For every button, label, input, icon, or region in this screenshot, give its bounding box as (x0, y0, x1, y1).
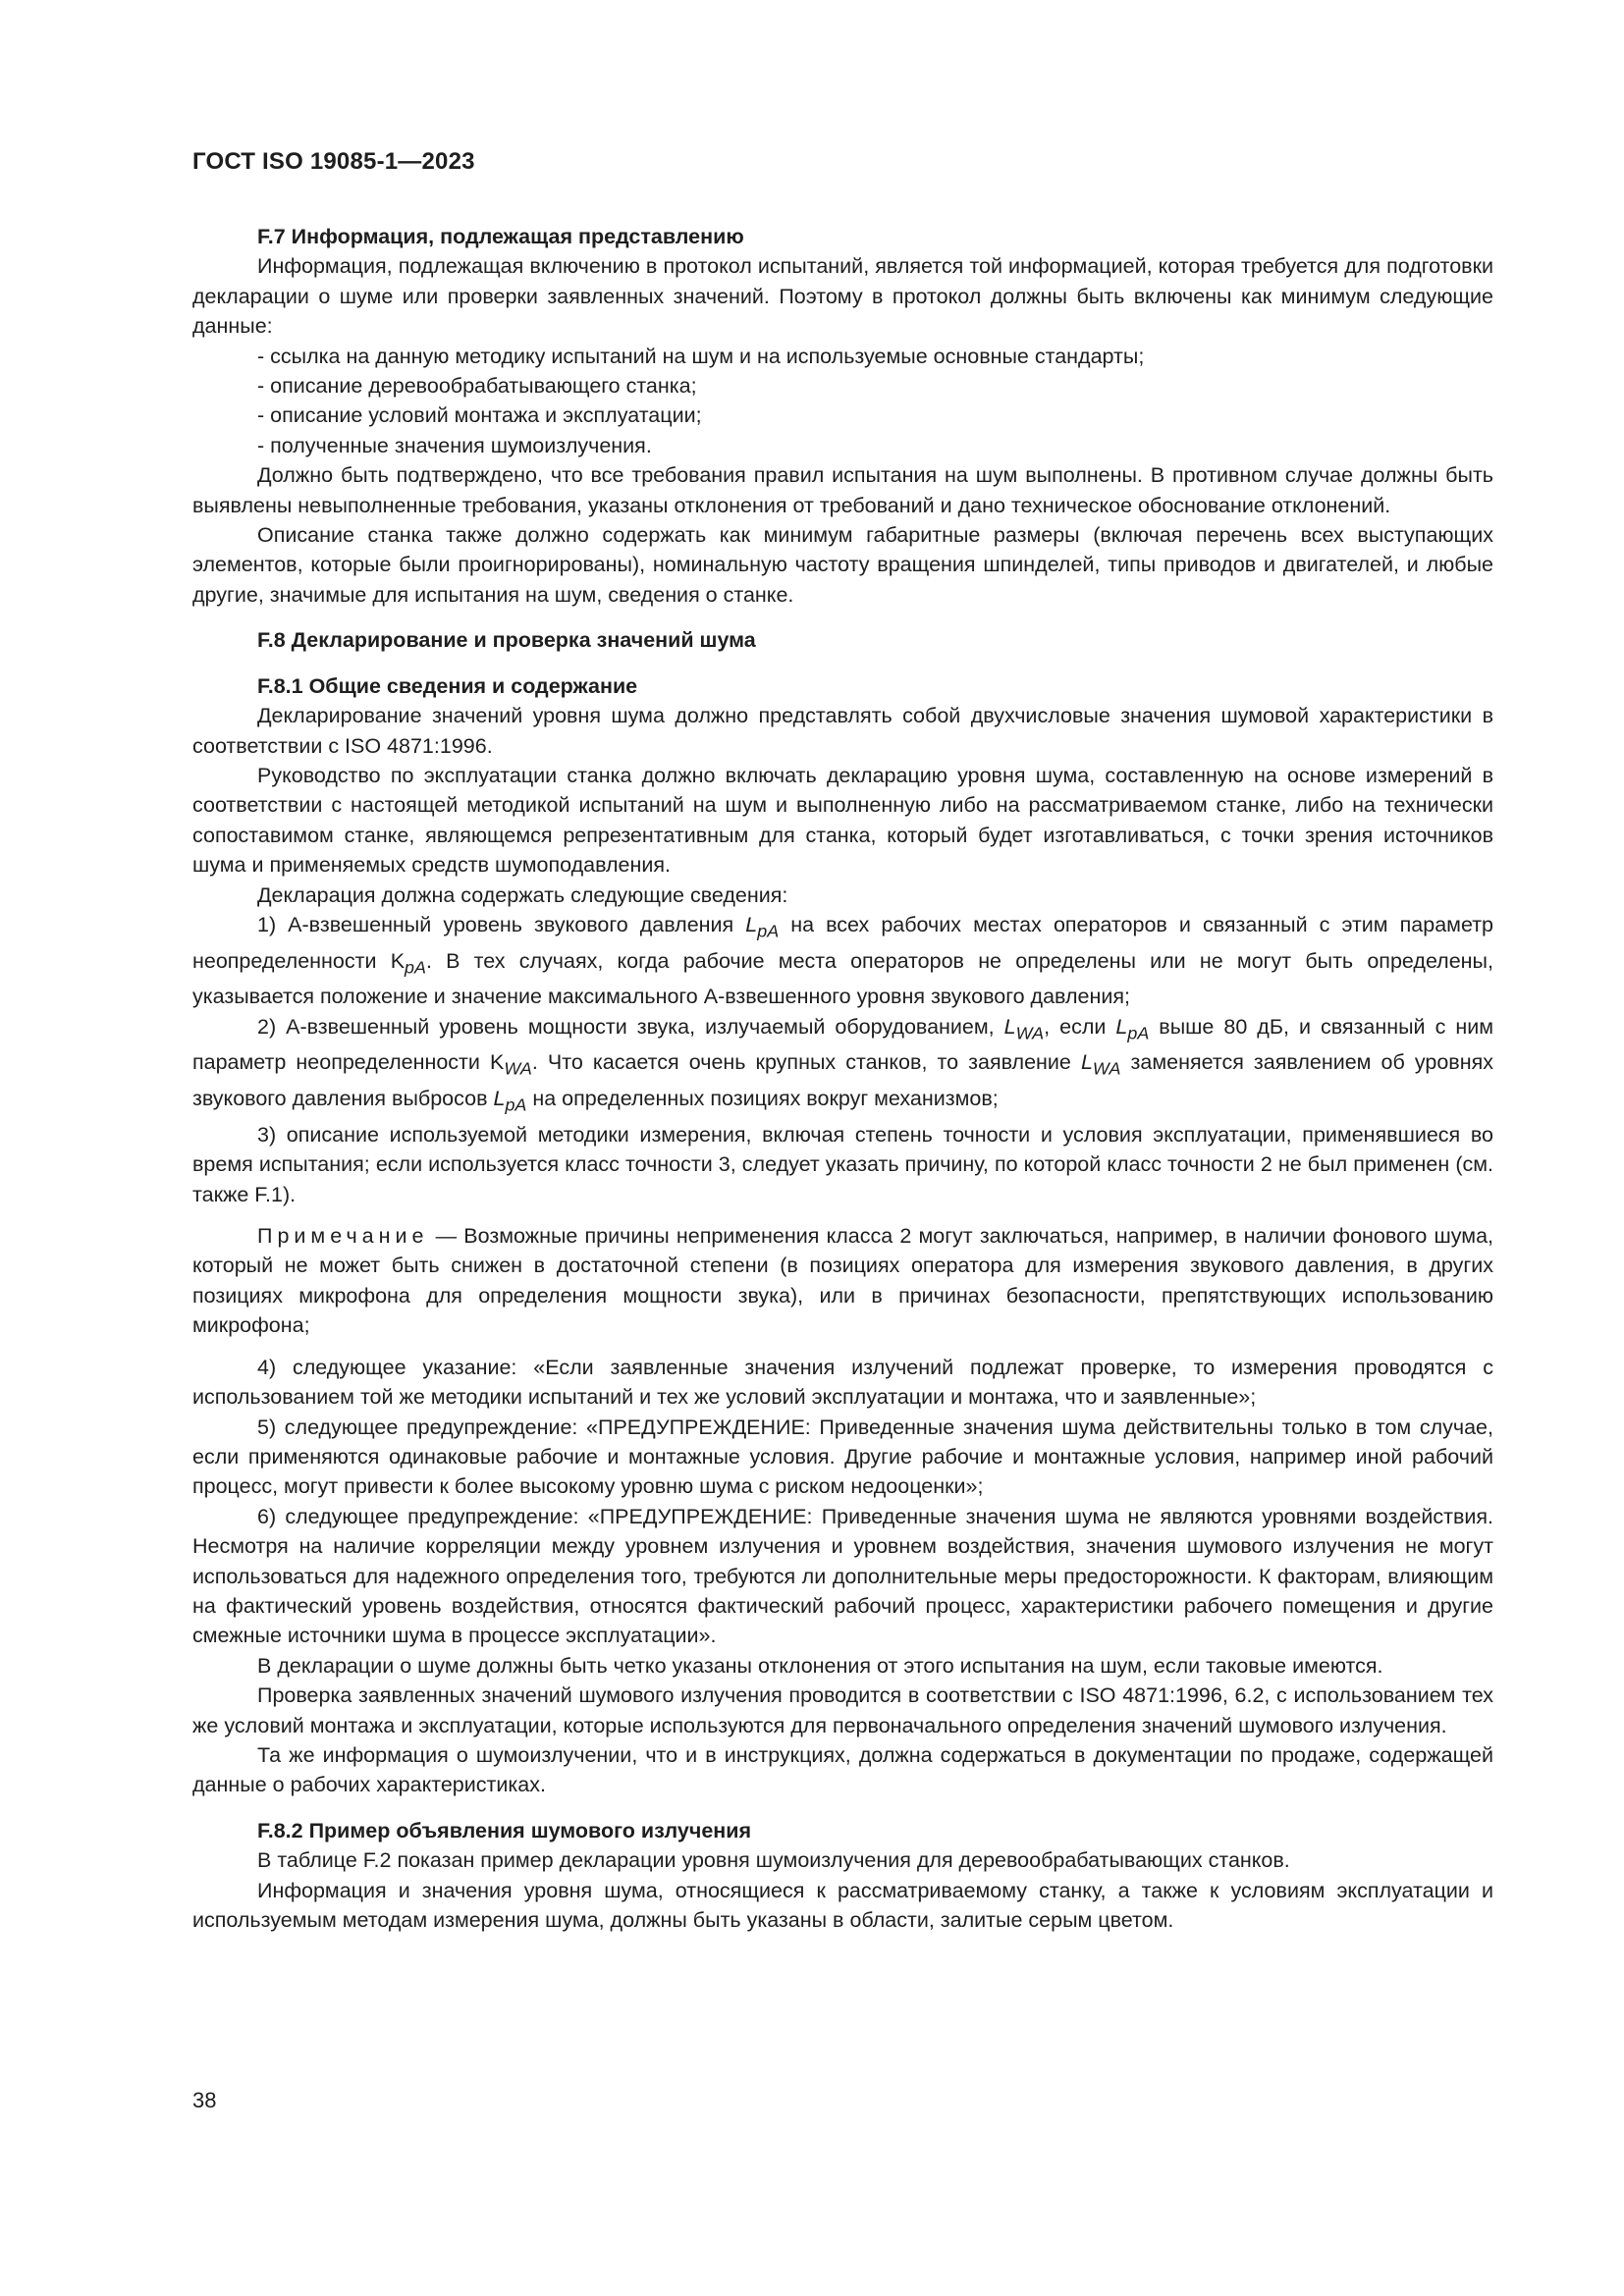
f7-paragraph-2: Должно быть подтверждено, что все требования правил испытания на шум выполнены. В противном случае должны быть выявлены невыполненные требования, указаны отклонения от требований и дано техническое обоснование отклонений. (192, 463, 1493, 517)
f7-paragraph-1: Информация, подлежащая включению в протокол испытаний, является той информацией, которая требуется для подготовки декларации о шуме или проверки заявленных значений. Поэтому в протокол должны быть включены как минимум следующие данные: (192, 254, 1493, 339)
f81-paragraph-1: Декларирование значений уровня шума должно представлять собой двухчисловые значения шумовой характеристики в соответствии с ISO 4871:1996. (192, 704, 1493, 758)
section-f7-heading: F.7 Информация, подлежащая представлению (257, 225, 744, 248)
f81-paragraph-3: Декларация должна содержать следующие сведения: (257, 882, 788, 907)
f81-item-1: 1) А-взвешенный уровень звукового давления $L_{pA}$ на всех рабочих местах операторов и связанный с этим параметр неопределенности $K_{pA}$. В тех случаях, когда рабочие места операторов не определены или не могут быть определены, указывается положение и значение максимального А-взвешенного уровня звукового давления; (192, 912, 1493, 1009)
f81-item-6: 6) следующее предупреждение: «ПРЕДУПРЕЖДЕНИЕ: Приведенные значения шума не являются уровнями воздействия. Несмотря на наличие корреляции между уровнем излучения и уровнем воздействия, значения шумового излучения не могут использоваться для надежного определения того, требуются ли дополнительные меры предосторожности. К факторам, влияющим на фактический уровень воздействия, относятся фактический рабочий процесс, характеристики рабочего помещения и другие смежные источники шума в процессе эксплуатации». (192, 1504, 1493, 1648)
f81-item-2: 2) А-взвешенный уровень мощности звука, излучаемый оборудованием, $L_{WA}$, если $L_{pA}$ выше 80 дБ, и связанный с ним параметр неопределенности $K_{WA}$. Что касается очень крупных станков, то заявление $L_{WA}$ заменяется заявлением об уровнях звукового давления выбросов $L_{pA}$ на определенных позициях вокруг механизмов; (192, 1014, 1493, 1115)
f82-paragraph-1: В таблице F.2 показан пример декларации уровня шумоизлучения для деревообрабатывающих станков. (257, 1848, 1290, 1873)
document-header: ГОСТ ISO 19085-1—2023 (192, 148, 475, 175)
f81-paragraph-2: Руководство по эксплуатации станка должно включать декларацию уровня шума, составленную на основе измерений в соответствии с настоящей методикой испытаний на шум и выполненную либо на рассматриваемом станке, либо на технически сопоставимом станке, являющемся репрезентативным для станка, который будет изготавливаться, с точки зрения источников шума и применяемых средств шумоподавления. (192, 763, 1493, 878)
page-number: 38 (192, 2088, 217, 2112)
f81-item-5: 5) следующее предупреждение: «ПРЕДУПРЕЖДЕНИЕ: Приведенные значения шума действительны только в том случае, если применяются одинаковые рабочие и монтажные условия. Другие рабочие и монтажные условия, например иной рабочий процесс, могут привести к более высокому уровню шума с риском недооценки»; (192, 1415, 1493, 1499)
f81-paragraph-5: Проверка заявленных значений шумового излучения проводится в соответствии с ISO 4871:1996, 6.2, с использованием тех же условий монтажа и эксплуатации, которые используются для первоначального определения значений шумового излучения. (192, 1683, 1493, 1737)
f81-paragraph-6: Та же информация о шумоизлучении, что и в инструкциях, должна содержаться в документации по продаже, содержащей данные о рабочих характеристиках. (192, 1742, 1493, 1797)
section-f82-heading: F.8.2 Пример объявления шумового излучения (257, 1818, 752, 1842)
note-label: Примечание (257, 1224, 429, 1249)
f81-item-4: 4) следующее указание: «Если заявленные значения излучений подлежат проверке, то измерения проводятся с использованием той же методики испытаний и тех же условий эксплуатации и монтажа, что и заявленные»; (192, 1355, 1493, 1410)
section-f8-heading: F.8 Декларирование и проверка значений шума (257, 628, 756, 653)
f7-paragraph-3: Описание станка также должно содержать как минимум габаритные размеры (включая перечень всех выступающих элементов, которые были проигнорированы), номинальную частоту вращения шпинделей, типы приводов и двигателей, и любые другие, значимые для испытания на шум, сведения о станке. (192, 523, 1493, 607)
f7-list-item: - описание деревообрабатывающего станка; (257, 374, 697, 399)
f7-list-item: - ссылка на данную методику испытаний на шум и на используемые основные стандарты; (257, 344, 1145, 368)
section-f81-heading: F.8.1 Общие сведения и содержание (257, 673, 638, 698)
f81-item-3: 3) описание используемой методики измерения, включая степень точности и условия эксплуатации, применявшиеся во время испытания; если используется класс точности 3, следует указать причину, по которой класс точности 2 не был применен (см. также F.1). (192, 1122, 1493, 1206)
note (192, 1221, 1493, 1341)
f81-paragraph-4: В декларации о шуме должны быть четко указаны отклонения от этого испытания на шум, если таковые имеются. (257, 1653, 1383, 1678)
note-text: — Возможные причины неприменения класса 2 могут заключаться, например, в наличии фонового шума, который не может быть снижен в достаточной степени (в позициях оператора для измерения звукового давления, в других позициях микрофона для определения мощности звука), или в причинах безопасности, препятствующих использованию микрофона; (192, 1224, 1493, 1338)
document-body (192, 222, 1493, 1935)
f82-paragraph-2: Информация и значения уровня шума, относящиеся к рассматриваемому станку, а также к условиям эксплуатации и используемым методам измерения шума, должны быть указаны в области, залитые серым цветом. (192, 1878, 1493, 1933)
f7-list-item: - описание условий монтажа и эксплуатации; (257, 403, 702, 428)
f7-list-item: - полученные значения шумоизлучения. (257, 433, 652, 457)
